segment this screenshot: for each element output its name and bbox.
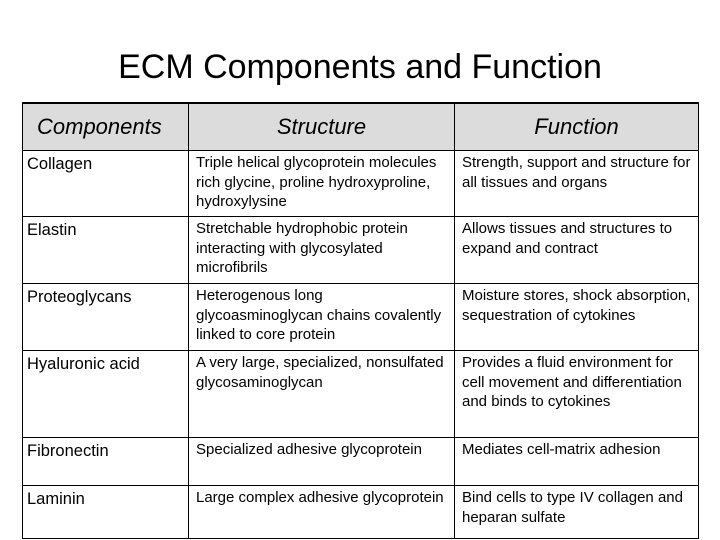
structure-cell: Large complex adhesive glycoprotein (189, 486, 455, 539)
component-cell: Fibronectin (23, 438, 189, 486)
table-row (23, 438, 699, 486)
table-row (23, 486, 699, 539)
structure-cell: Heterogenous long glycoasminoglycan chains covalently linked to core protein (189, 284, 455, 351)
header-structure: Structure (189, 103, 455, 151)
component-cell: Laminin (23, 486, 189, 539)
table-row (23, 151, 699, 217)
header-components: Components (23, 103, 189, 151)
component-cell: Proteoglycans (23, 284, 189, 351)
header-function: Function (455, 103, 699, 151)
function-cell: Moisture stores, shock absorption, sequestration of cytokines (455, 284, 699, 351)
function-cell: Allows tissues and structures to expand and contract (455, 217, 699, 284)
function-cell: Strength, support and structure for all tissues and organs (455, 151, 699, 217)
structure-cell: A very large, specialized, nonsulfated glycosaminoglycan (189, 351, 455, 438)
structure-cell: Specialized adhesive glycoprotein (189, 438, 455, 486)
function-cell: Bind cells to type IV collagen and heparan sulfate (455, 486, 699, 539)
structure-cell: Stretchable hydrophobic protein interacting with glycosylated microfibrils (189, 217, 455, 284)
table-header-row (23, 103, 699, 151)
function-cell: Mediates cell-matrix adhesion (455, 438, 699, 486)
structure-cell: Triple helical glycoprotein molecules rich glycine, proline hydroxyproline, hydroxylysine (189, 151, 455, 217)
function-cell: Provides a fluid environment for cell movement and differentiation and binds to cytokines (455, 351, 699, 438)
component-cell: Elastin (23, 217, 189, 284)
table-row (23, 217, 699, 284)
component-cell: Hyaluronic acid (23, 351, 189, 438)
component-cell: Collagen (23, 151, 189, 217)
ecm-table (22, 102, 699, 539)
table-row (23, 351, 699, 438)
slide-title: ECM Components and Function (118, 48, 602, 86)
table-row (23, 284, 699, 351)
